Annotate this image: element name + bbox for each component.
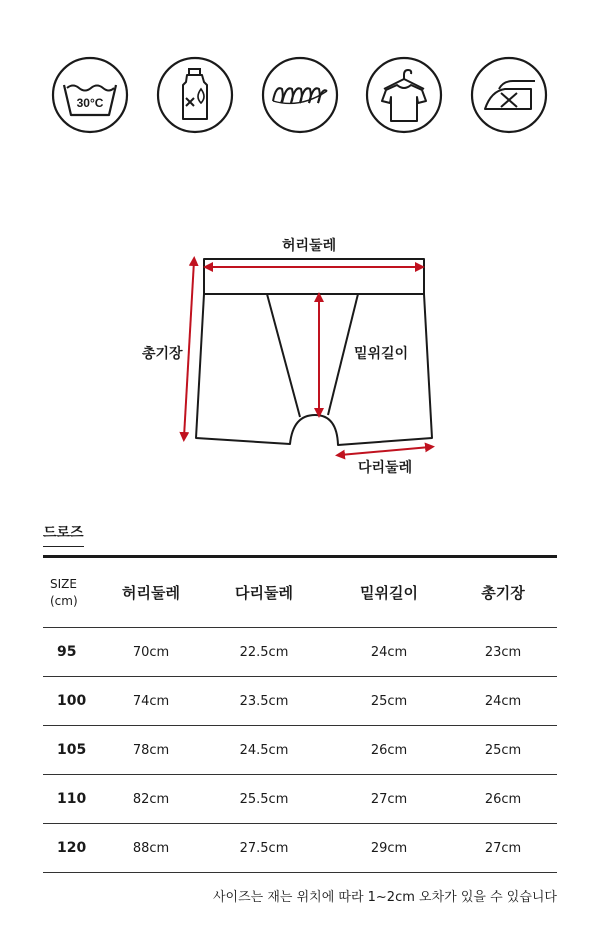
table-header-row bbox=[43, 557, 557, 628]
table-row bbox=[43, 677, 557, 726]
cell-leg: 27.5cm bbox=[199, 824, 329, 873]
header-rise: 밑위길이 bbox=[329, 557, 449, 628]
length-arrow bbox=[184, 261, 194, 437]
cell-leg: 23.5cm bbox=[199, 677, 329, 726]
size-tolerance-note: 사이즈는 재는 위치에 따라 1~2cm 오차가 있을 수 있습니다 bbox=[212, 890, 557, 905]
cell-waist: 70cm bbox=[103, 628, 199, 677]
cell-waist: 78cm bbox=[103, 726, 199, 775]
cell-leg: 24.5cm bbox=[199, 726, 329, 775]
table-row bbox=[43, 628, 557, 677]
table-row bbox=[43, 726, 557, 775]
size-table bbox=[43, 555, 557, 873]
do-not-wring-icon bbox=[260, 55, 340, 135]
waist-label: 허리둘레 bbox=[282, 238, 337, 254]
wash-temp-label: 30°C bbox=[76, 96, 104, 110]
cell-leg: 22.5cm bbox=[199, 628, 329, 677]
no-bleach-icon bbox=[155, 55, 235, 135]
cell-rise: 29cm bbox=[329, 824, 449, 873]
do-not-iron-icon bbox=[469, 55, 549, 135]
header-length: 총기장 bbox=[449, 557, 557, 628]
cell-length: 24cm bbox=[449, 677, 557, 726]
cell-size: 110 bbox=[43, 775, 103, 824]
cell-waist: 88cm bbox=[103, 824, 199, 873]
cell-size: 105 bbox=[43, 726, 103, 775]
cell-size: 120 bbox=[43, 824, 103, 873]
cell-rise: 24cm bbox=[329, 628, 449, 677]
cell-length: 23cm bbox=[449, 628, 557, 677]
cell-waist: 74cm bbox=[103, 677, 199, 726]
wash-30-icon bbox=[50, 55, 130, 135]
cell-rise: 25cm bbox=[329, 677, 449, 726]
cell-rise: 26cm bbox=[329, 726, 449, 775]
table-row bbox=[43, 775, 557, 824]
cell-rise: 27cm bbox=[329, 775, 449, 824]
header-leg: 다리둘레 bbox=[199, 557, 329, 628]
total-length-label: 총기장 bbox=[142, 346, 183, 362]
header-size-line1: SIZE bbox=[50, 576, 77, 591]
header-size bbox=[43, 557, 103, 628]
cell-length: 25cm bbox=[449, 726, 557, 775]
section-title: 드로즈 bbox=[43, 522, 84, 547]
cell-length: 27cm bbox=[449, 824, 557, 873]
leg-label: 다리둘레 bbox=[358, 460, 413, 476]
care-icons-row bbox=[0, 0, 610, 160]
header-size-line2: (cm) bbox=[50, 593, 78, 608]
garment-measurement-diagram bbox=[130, 225, 460, 485]
cell-size: 95 bbox=[43, 628, 103, 677]
cell-leg: 25.5cm bbox=[199, 775, 329, 824]
hang-dry-icon bbox=[364, 55, 444, 135]
table-row bbox=[43, 824, 557, 873]
cell-waist: 82cm bbox=[103, 775, 199, 824]
header-waist: 허리둘레 bbox=[103, 557, 199, 628]
leg-arrow bbox=[340, 447, 430, 455]
cell-length: 26cm bbox=[449, 775, 557, 824]
cell-size: 100 bbox=[43, 677, 103, 726]
rise-label: 밑위길이 bbox=[354, 346, 409, 362]
